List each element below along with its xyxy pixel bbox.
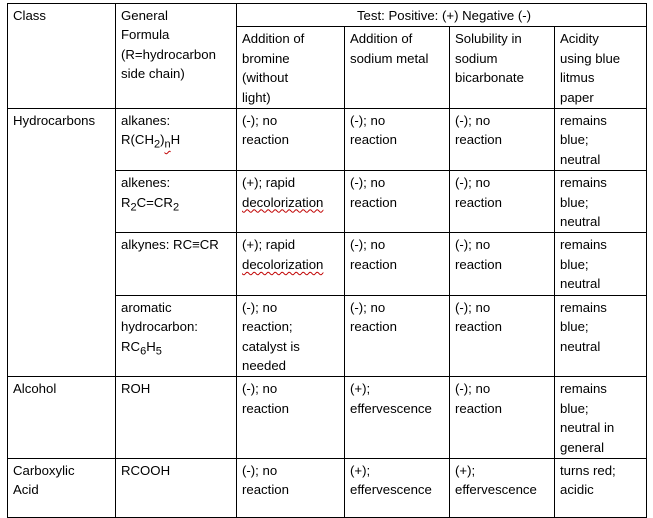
bromine-aromatic: (-); no reaction; catalyst is needed: [237, 295, 345, 377]
litmus-alcohol: remains blue; neutral in general: [555, 377, 647, 459]
formula-alkenes: alkenes: $R_2C=CR_2$: [116, 171, 237, 233]
bicarb-alkanes: (-); no reaction: [450, 109, 555, 171]
class-alcohol: Alcohol: [8, 377, 116, 459]
sodium-aromatic: (-); no reaction: [345, 295, 450, 377]
header-bromine: Addition of bromine (without light): [237, 27, 345, 109]
bicarb-aromatic: (-); no reaction: [450, 295, 555, 377]
header-class: Class: [8, 4, 116, 109]
litmus-alkanes: remains blue; neutral: [555, 109, 647, 171]
header-test-title: Test: Positive: (+) Negative (-): [237, 4, 647, 27]
litmus-alkynes: remains blue; neutral: [555, 233, 647, 295]
functional-group-tests-table: [7, 3, 647, 518]
formula-alcohol: ROH: [116, 377, 237, 459]
bromine-alkenes: (+); rapid decolorization: [237, 171, 345, 233]
sodium-alkanes: (-); no reaction: [345, 109, 450, 171]
row-alcohol: [8, 377, 647, 459]
bromine-carboxylic-acid: (-); no reaction: [237, 458, 345, 517]
bromine-alcohol: (-); no reaction: [237, 377, 345, 459]
row-carboxylic-acid: [8, 458, 647, 517]
sodium-carboxylic-acid: (+); effervescence: [345, 458, 450, 517]
bromine-alkanes: (-); no reaction: [237, 109, 345, 171]
formula-aromatic: aromatic hydrocarbon: $RC_6H_5$: [116, 295, 237, 377]
litmus-carboxylic-acid: turns red; acidic: [555, 458, 647, 517]
header-sodium: Addition of sodium metal: [345, 27, 450, 109]
sodium-alcohol: (+); effervescence: [345, 377, 450, 459]
litmus-alkenes: remains blue; neutral: [555, 171, 647, 233]
class-carboxylic-acid: Carboxylic Acid: [8, 458, 116, 517]
sodium-alkenes: (-); no reaction: [345, 171, 450, 233]
header-bicarbonate: Solubility in sodium bicarbonate: [450, 27, 555, 109]
header-litmus: Acidity using blue litmus paper: [555, 27, 647, 109]
header-row-1: [8, 4, 647, 27]
formula-alkynes: alkynes: RC≡CR: [116, 233, 237, 295]
formula-alkanes: alkanes: $R(CH_2)_nH$: [116, 109, 237, 171]
litmus-aromatic: remains blue; neutral: [555, 295, 647, 377]
formula-carboxylic-acid: RCOOH: [116, 458, 237, 517]
bicarb-carboxylic-acid: (+); effervescence: [450, 458, 555, 517]
bromine-alkynes: (+); rapid decolorization: [237, 233, 345, 295]
bicarb-alkenes: (-); no reaction: [450, 171, 555, 233]
row-alkanes: [8, 109, 647, 171]
sodium-alkynes: (-); no reaction: [345, 233, 450, 295]
class-hydrocarbons: Hydrocarbons: [8, 109, 116, 377]
bicarb-alkynes: (-); no reaction: [450, 233, 555, 295]
bicarb-alcohol: (-); no reaction: [450, 377, 555, 459]
header-general-formula: General Formula (R=hydrocarbon side chain): [116, 4, 237, 109]
